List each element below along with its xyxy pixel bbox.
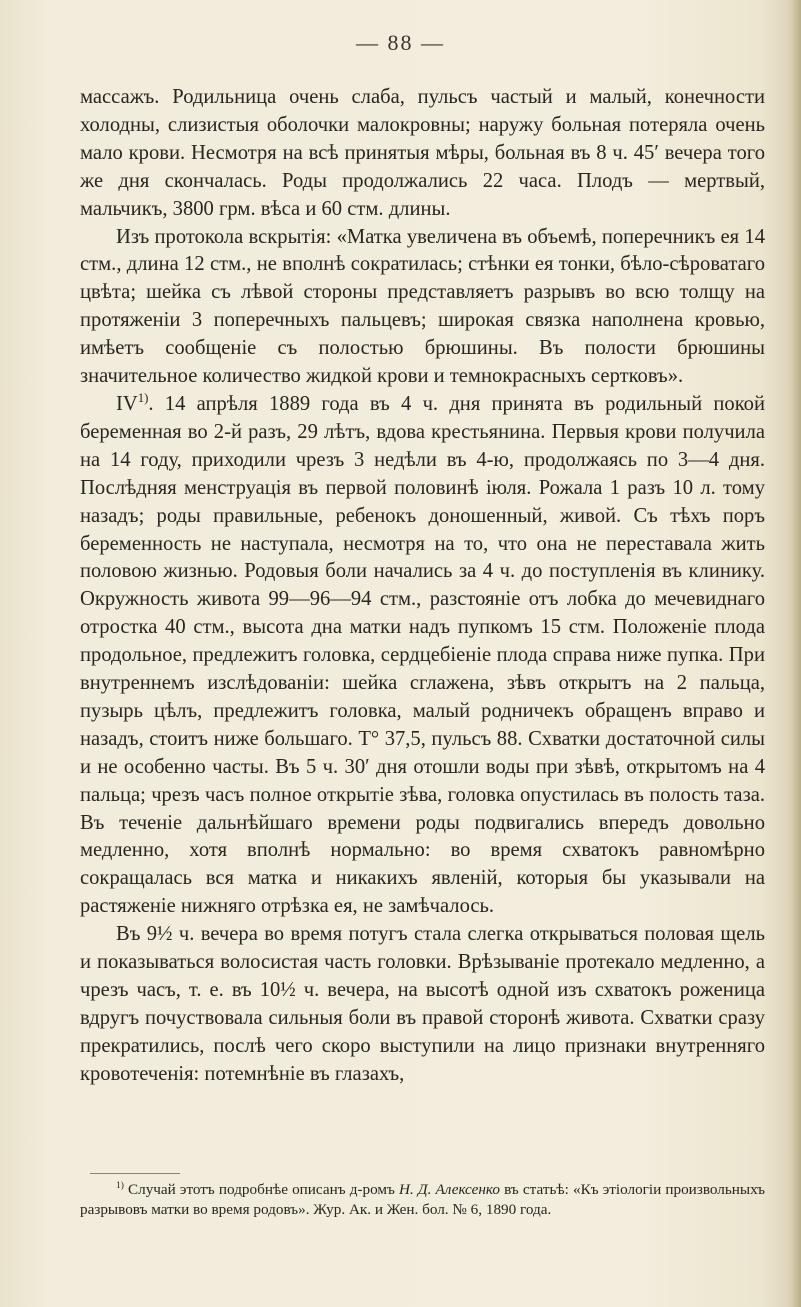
main-text [80, 84, 765, 1089]
footnote-marker: 1) [116, 1180, 124, 1191]
page-number: — 88 — [356, 30, 445, 55]
paragraph-2: Изъ протокола вскрытія: «Матка увеличена въ объемѣ, поперечникъ ея 14 стм., длина 12 стм., не вполнѣ сократилась; стѣнки ея тонки, бѣло-сѣроватаго цвѣта; шейка съ лѣвой стороны представляетъ разрывъ во всю толщу на протяженіи 3 поперечныхъ пальцевъ; широкая связка наполнена кровью, имѣетъ сообщеніе съ полостью брюшины. Въ полости брюшины значительное количество жидкой крови и темнокрасныхъ сертковъ». [80, 225, 765, 388]
footnote-author: Н. Д. Алексенко [399, 1181, 500, 1198]
paragraph-3-text: 14 апрѣля 1889 года въ 4 ч. дня принята въ родильный покой беременная во 2-й разъ, 29 лѣтъ, вдова крестьянина. Первыя крови получила на 14 году, приходили чрезъ 3 недѣли въ 4-ю, продолжаясь по 3—4 дня. Послѣдняя менструація въ первой половинѣ іюля. Рожала 1 разъ 10 л. тому назадъ; роды правильные, ребенокъ доношенный, живой. Съ тѣхъ поръ беременность не наступала, несмотря на то, что она не переставала жить половою жизнью. Родовыя боли начались за 4 ч. до поступленія въ клинику. Окружность живота 99—96—94 стм., разстояніе отъ лобка до мечевиднаго отростка 40 стм., высота дна матки надъ пупкомъ 15 стм. Положеніе плода продольное, предлежитъ головка, сердцебіеніе плода справа ниже пупка. При внутреннемъ изслѣдованіи: шейка сглажена, зѣвъ открытъ на 2 пальца, пузырь цѣлъ, предлежитъ головка, малый родничекъ обращенъ вправо и назадъ, стоитъ ниже большаго. T° 37,5, пульсъ 88. Схватки достаточной силы и не особенно часты. Въ 5 ч. 30′ дня отошли воды при зѣвѣ, открытомъ на 4 пальца; чрезъ часъ полное открытіе зѣва, головка опустилась въ полость таза. Въ теченіе дальнѣйшаго времени роды подвигались впередъ довольно медленно, хотя вполнѣ нормально: во время схватокъ равномѣрно сокращалась вся матка и никакихъ явленій, которыя бы указывали на растяженіе нижняго отрѣзка ея, не замѣчалось. [80, 392, 765, 918]
footnote-text-before: Случай этотъ подробнѣе описанъ д-ромъ [127, 1181, 400, 1198]
footnote [80, 1180, 765, 1219]
paragraph-4: Въ 9½ ч. вечера во время потугъ стала слегка открываться половая щель и показываться волосистая часть головки. Врѣзываніе протекало медленно, а чрезъ часъ, т. е. въ 10½ ч. вечера, на высотѣ одной изъ схватокъ роженица вдругъ почуствовала сильныя боли въ правой сторонѣ живота. Схватки сразу прекратились, послѣ чего скоро выступили на лицо признаки внутренняго кровотеченія: потемнѣніе въ глазахъ, [80, 923, 765, 1085]
paragraph-1: массажъ. Родильница очень слаба, пульсъ частый и малый, конечности холодны, слизистыя оболочки малокровны; наружу больная потеряла очень мало крови. Несмотря на всѣ принятыя мѣры, больная въ 8 ч. 45′ вечера того же дня скончалась. Роды продолжались 22 часа. Плодъ — мертвый, мальчикъ, 3800 грм. вѣса и 60 стм. длины. [80, 86, 765, 220]
footnote-text-after: въ статьѣ: «Къ этіологіи произвольныхъ разрывовъ матки во время родовъ». Жур. Ак. и Жен. бол. № 6, 1890 года. [80, 1181, 765, 1218]
footnote-marker-ref: 1) [137, 391, 149, 406]
paragraph-3: IV$^{1)}$. 14 апрѣля 1889 года въ 4 ч. дня принята въ родильный покой беременная во 2-й разъ, 29 лѣтъ, вдова крестьянина. Первыя крови получила на 14 году, приходили чрезъ 3 недѣли въ 4-ю, продолжаясь по 3—4 дня. Послѣдняя менструація въ первой половинѣ іюля. Рожала 1 разъ 10 л. тому назадъ; роды правильные, ребенокъ доношенный, живой. Съ тѣхъ поръ беременность не наступала, несмотря на то, что она не переставала жить половою жизнью. Родовыя боли начались за 4 ч. до поступленія въ клинику. Окружность живота 99—96—94 стм., разстояніе отъ лобка до мечевиднаго отростка 40 стм., высота дна матки надъ пупкомъ 15 стм. Положеніе плода продольное, предлежитъ головка, сердцебіеніе плода справа ниже пупка. При внутреннемъ изслѣдованіи: шейка сглажена, зѣвъ открытъ на 2 пальца, пузырь цѣлъ, предлежитъ головка, малый родничекъ обращенъ вправо и назадъ, стоитъ ниже большаго. T° 37,5, пульсъ 88. Схватки достаточной силы и не особенно часты. Въ 5 ч. 30′ дня отошли воды при зѣвѣ, открытомъ на 4 пальца; чрезъ часъ полное открытіе зѣва, головка опустилась въ полость таза. Въ теченіе дальнѣйшаго времени роды подвигались впередъ довольно медленно, хотя вполнѣ нормально: во время схватокъ равномѣрно сокращалась вся матка и никакихъ явленій, которыя бы указывали на растяженіе нижняго отрѣзка ея, не замѣчалось. [80, 391, 765, 918]
footnote-divider [90, 1173, 180, 1174]
case-numeral: IV [116, 392, 138, 415]
page-edge-shadow [787, 0, 801, 1307]
